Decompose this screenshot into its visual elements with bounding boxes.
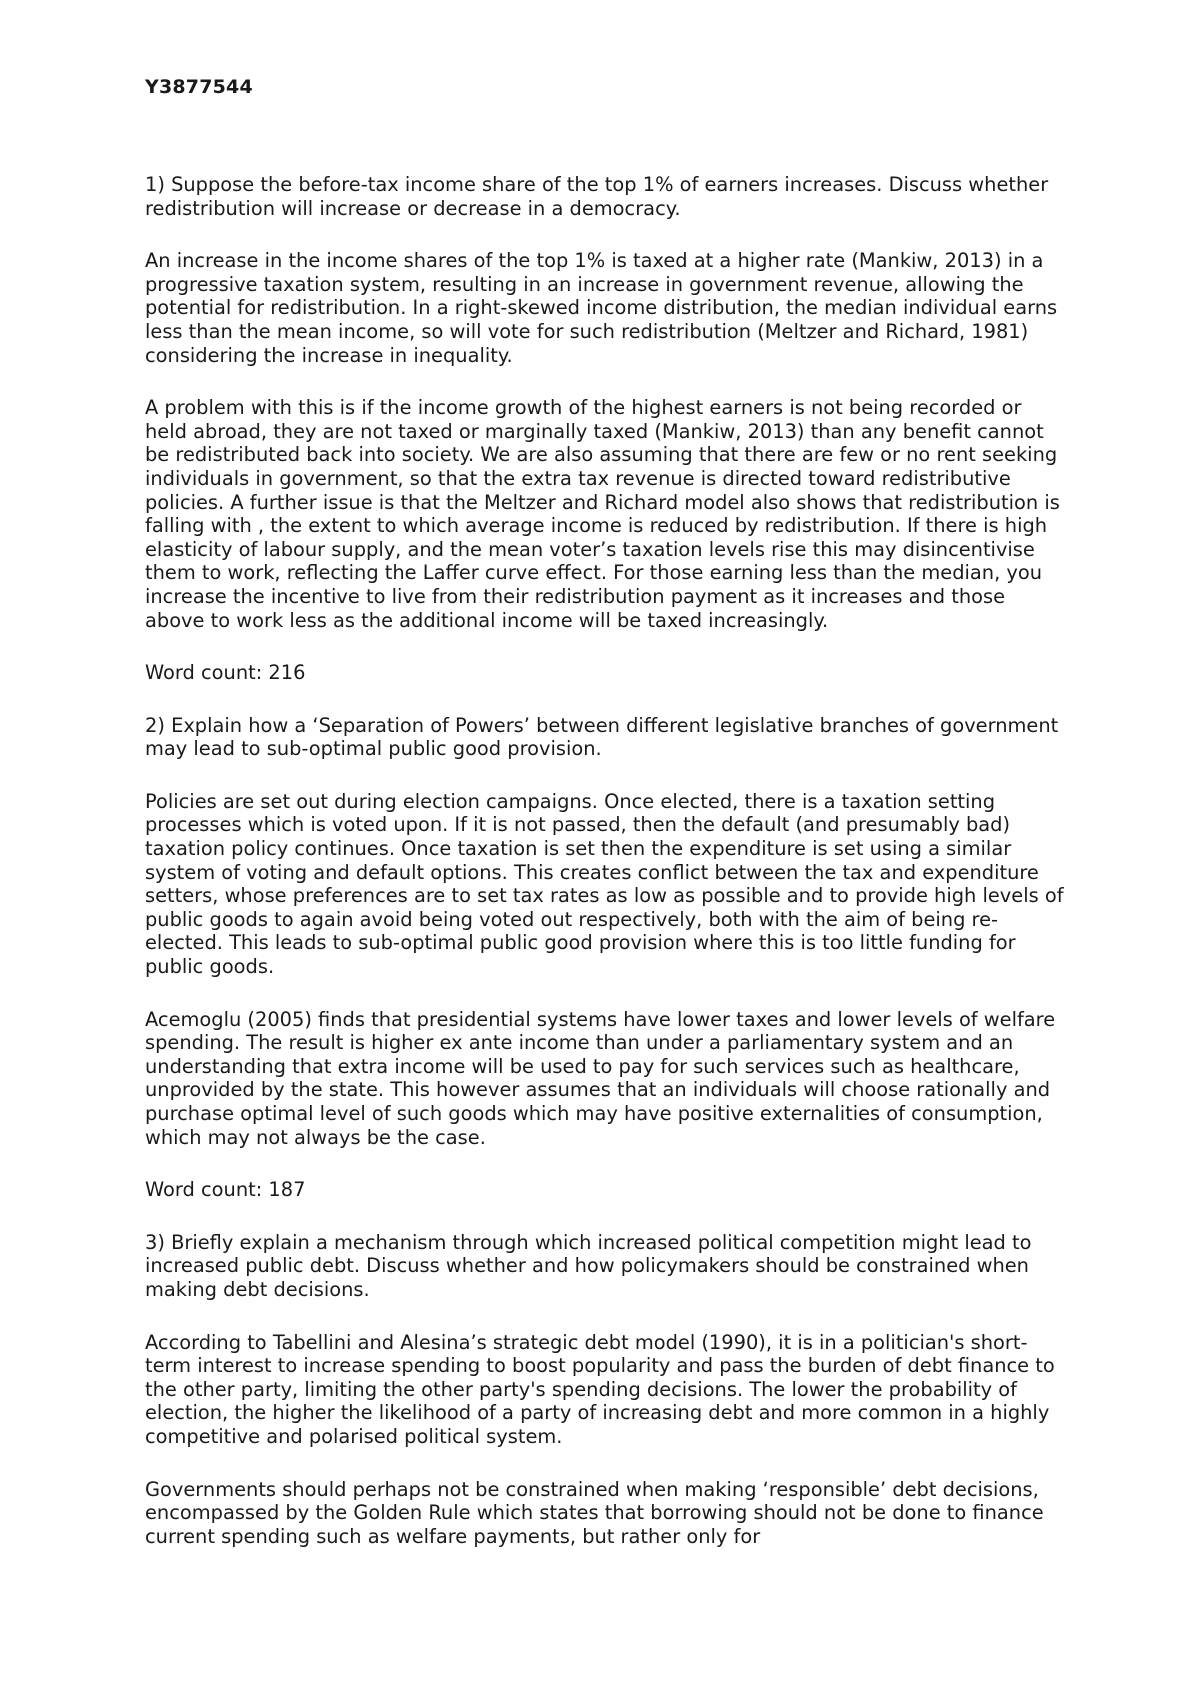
question-1: 1) Suppose the before-tax income share of the top 1% of earners increases. Discuss whether redistribution will increase or decrease in a democracy. (145, 173, 1049, 220)
document-body (145, 173, 1065, 1577)
answer-1-paragraph-1: An increase in the income shares of the top 1% is taxed at a higher rate (Mankiw, 2013) in a progressive taxation system, resulting in an increase in government revenue, allowing the potential for redistribution. In a right-skewed income distribution, the median individual earns less than the mean income, so will vote for such redistribution (Meltzer and Richard, 1981) considering the increase in inequality. (145, 249, 1058, 367)
answer-1-paragraph-2: A problem with this is if the income growth of the highest earners is not being recorded or held abroad, they are not taxed or marginally taxed (Mankiw, 2013) than any benefit cannot be redistributed back into society. We are also assuming that there are few or no rent seeking individuals in government, so that the extra tax revenue is directed toward redistributive policies. A further issue is that the Meltzer and Richard model also shows that redistribution is falling with , the extent to which average income is reduced by redistribution. If there is high elasticity of labour supply, and the mean voter’s taxation levels rise this may disincentivise them to work, reflecting the Laffer curve effect. For those earning less than the median, you increase the incentive to live from their redistribution payment as it increases and those above to work less as the additional income will be taxed increasingly. (145, 396, 1060, 632)
word-count-1: Word count: 216 (145, 661, 306, 685)
answer-3-paragraph-1: According to Tabellini and Alesina’s strategic debt model (1990), it is in a politician's short-term interest to increase spending to boost popularity and pass the burden of debt finance to the other party, limiting the other party's spending decisions. The lower the probability of election, the higher the likelihood of a party of increasing debt and more common in a highly competitive and polarised political system. (145, 1330, 1055, 1448)
answer-2-paragraph-1: Policies are set out during election campaigns. Once elected, there is a taxation setting processes which is voted upon. If it is not passed, then the default (and presumably bad) taxation policy continues. Once taxation is set then the expenditure is set using a similar system of voting and default options. This creates conflict between the tax and expenditure setters, whose preferences are to set tax rates as low as possible and to provide high levels of public goods to again avoid being voted out respectively, both with the aim of being re-elected. This leads to sub-optimal public good provision where this is too little funding for public goods. (145, 789, 1064, 979)
word-count-2: Word count: 187 (145, 1178, 306, 1202)
document-id: Y3877544 (145, 76, 253, 98)
answer-3-paragraph-2: Governments should perhaps not be constrained when making ‘responsible’ debt decisions, encompassed by the Golden Rule which states that borrowing should not be done to finance current spending such as welfare payments, but rather only for (145, 1477, 1044, 1548)
question-2: 2) Explain how a ‘Separation of Powers’ between different legislative branches of government may lead to sub-optimal public good provision. (145, 713, 1059, 761)
question-3: 3) Briefly explain a mechanism through which increased political competition might lead to increased public debt. Discuss whether and how policymakers should be constrained when making debt decisions. (145, 1230, 1032, 1301)
answer-2-paragraph-2: Acemoglu (2005) finds that presidential systems have lower taxes and lower levels of welfare spending. The result is higher ex ante income than under a parliamentary system and an understanding that extra income will be used to pay for such services such as healthcare, unprovided by the state. This however assumes that an individuals will choose rationally and purchase optimal level of such goods which may have positive externalities of consumption, which may not always be the case. (145, 1007, 1056, 1149)
